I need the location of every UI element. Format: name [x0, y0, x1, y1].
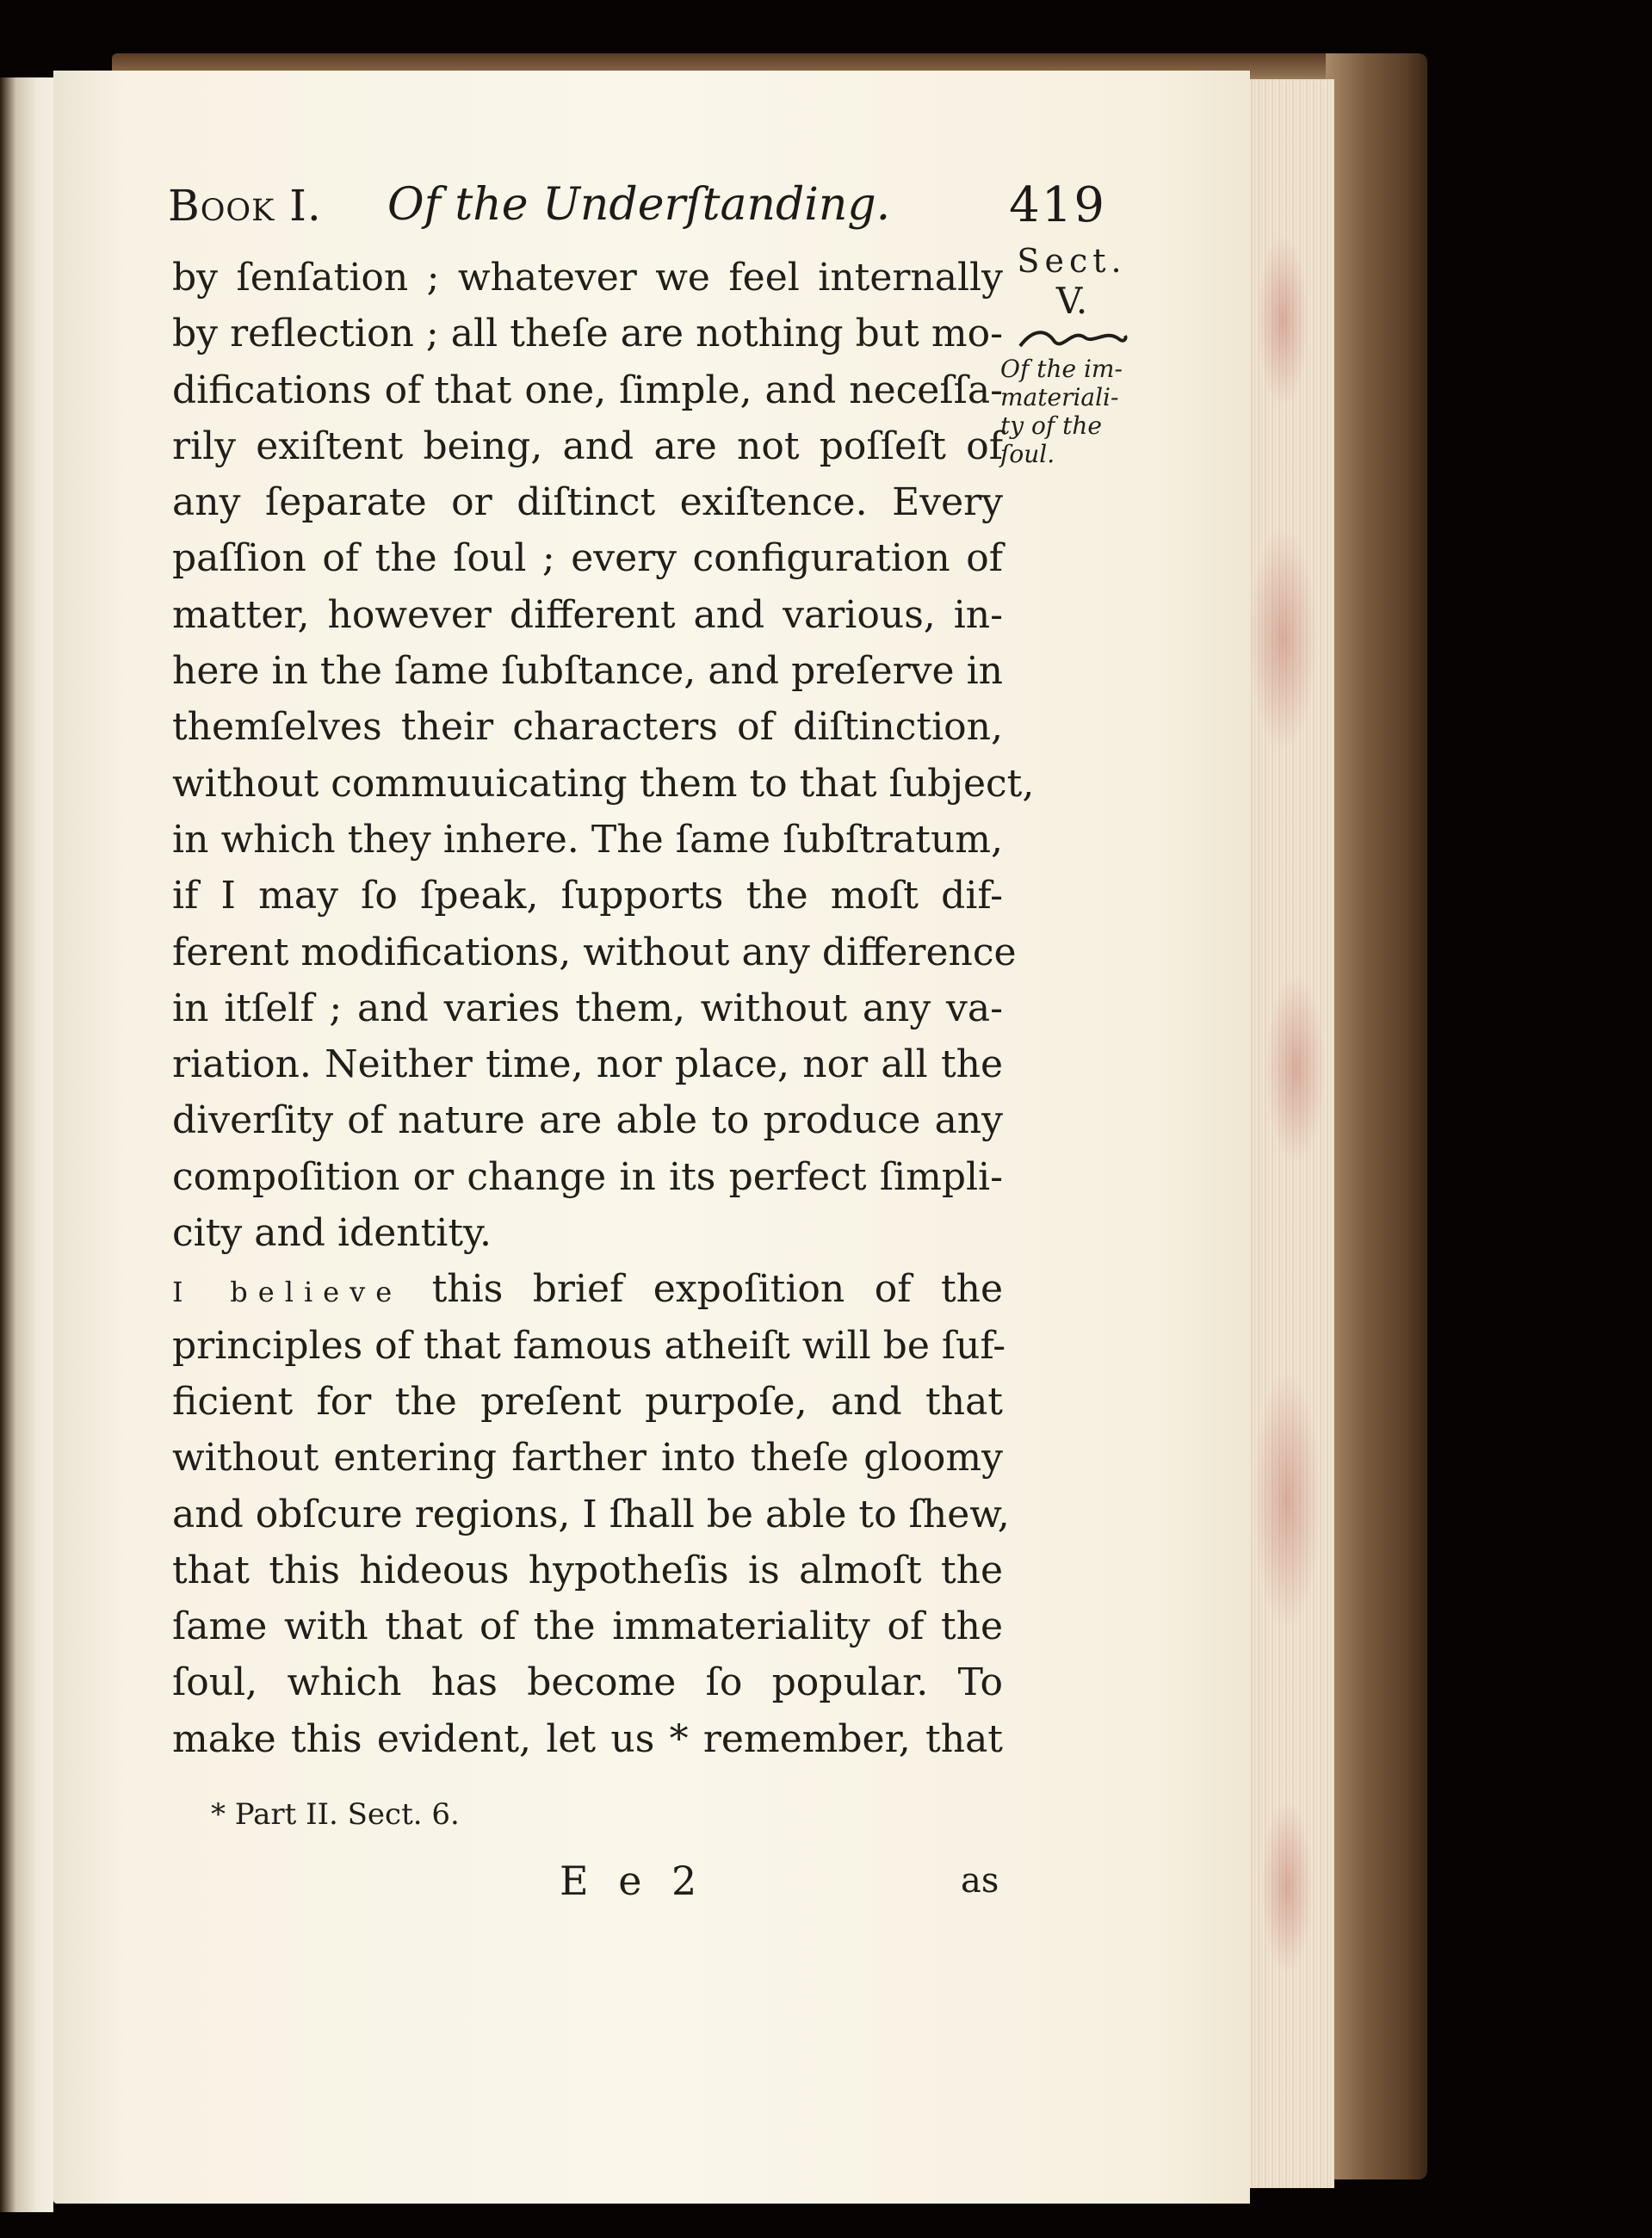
- text-line: principles of that famous atheiſt will be ſuf-: [172, 1323, 1006, 1368]
- paragraph-opening-line: [172, 1261, 1003, 1317]
- text-line: here in the ſame ſubſtance, and preſerve in: [172, 649, 1003, 694]
- text-line: difications of that one, ſimple, and neceſſa-: [172, 368, 1003, 412]
- text-line: any ſeparate or diſtinct exiſtence. Every: [172, 480, 1003, 525]
- text-line: rily exiſtent being, and are not poſſeſt of: [172, 423, 1003, 468]
- body-text: [172, 250, 1035, 1767]
- gloss-line: ty of the: [1000, 411, 1102, 440]
- text-line: paſſion of the ſoul ; every configuration of: [172, 536, 1003, 581]
- text-line: if I may ſo ſpeak, ſupports the moſt dif-: [172, 874, 1003, 918]
- margin-note: [999, 239, 1145, 468]
- foxing-stain: [1248, 527, 1317, 751]
- running-head: [168, 172, 1106, 241]
- foxing-stain: [1257, 234, 1309, 406]
- text-line: and obſcure regions, I ſhall be able to ſhew,: [172, 1492, 1010, 1536]
- text-line: matter, however different and various, in-: [172, 592, 1003, 637]
- ornament-icon: [999, 320, 1145, 355]
- text-line: ſoul, which has become ſo popular. To: [172, 1660, 1003, 1705]
- text-line: compoſition or change in its perfect ſimpli-: [172, 1154, 1003, 1199]
- text-line: ferent modifications, without any difference: [172, 930, 1017, 974]
- text-line: in itſelf ; and varies them, without any va-: [172, 986, 1003, 1030]
- foxing-stain: [1253, 1370, 1321, 1629]
- text-line: make this evident, let us * remember, that: [172, 1716, 1003, 1761]
- section-label: Sect.: [1017, 242, 1127, 280]
- text-line: that this hideous hypotheſis is almoſt the: [172, 1548, 1003, 1592]
- gloss-line: Of the im-: [1000, 355, 1123, 383]
- text-line: diverſity of nature are able to produce any: [172, 1098, 1003, 1143]
- text-line: ficient for the preſent purpoſe, and that: [172, 1379, 1003, 1424]
- page-number: 419: [1009, 177, 1106, 233]
- text-line: in which they inhere. The ſame ſubſtratum,: [172, 817, 1003, 862]
- catchword: as: [961, 1861, 999, 1901]
- page-fore-edges: [1240, 79, 1334, 2188]
- section-number: V.: [1055, 280, 1088, 322]
- book-cover-right: [1326, 53, 1427, 2179]
- text-line: without commuuicating them to that ſubject,: [172, 761, 1035, 806]
- text-line: by ſenſation ; whatever we feel internally: [172, 256, 1003, 300]
- text-line: city and identity.: [172, 1211, 492, 1256]
- gloss-line: materiali-: [1000, 383, 1119, 411]
- footnote: * Part II. Sect. 6.: [211, 1797, 460, 1832]
- foxing-stain: [1261, 1801, 1313, 1973]
- text-line: riation. Neither time, nor place, nor all the: [172, 1042, 1003, 1087]
- text-line: this brief expoſition of the: [431, 1267, 1004, 1312]
- text-line: without entering farther into theſe gloomy: [172, 1436, 1003, 1481]
- text-line: by reflection ; all theſe are nothing but mo-: [172, 312, 1003, 356]
- running-title: Of the Underſtanding.: [387, 179, 891, 231]
- signature-mark: E e 2: [560, 1858, 706, 1904]
- foxing-stain: [1265, 974, 1326, 1164]
- book-number: Book I.: [168, 181, 322, 231]
- text-line: ſame with that of the immateriality of the: [172, 1604, 1003, 1649]
- left-page-edge: [0, 77, 53, 2212]
- text-line: themſelves their characters of diſtinction,: [172, 705, 1003, 750]
- gloss-line: ſoul.: [1000, 440, 1055, 468]
- drop-words: I believe: [172, 1276, 403, 1309]
